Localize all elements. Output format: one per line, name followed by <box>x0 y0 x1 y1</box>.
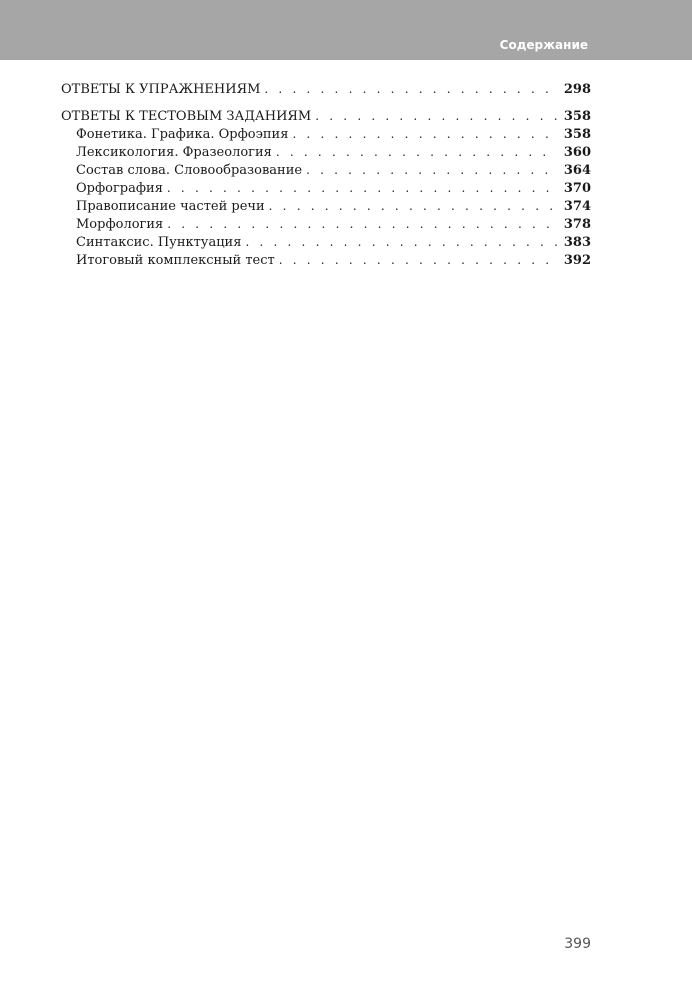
toc-entry-title: Фонетика. Графика. Орфоэпия <box>76 127 289 142</box>
running-header-title: Содержание <box>499 38 588 52</box>
toc-entry-title: ОТВЕТЫ К ТЕСТОВЫМ ЗАДАНИЯМ <box>61 109 312 124</box>
toc-entry-page: 378 <box>563 217 591 232</box>
toc-entry-page: 370 <box>563 181 591 196</box>
toc-entry <box>61 80 591 98</box>
toc-entry-page: 298 <box>563 82 591 97</box>
toc-entry <box>61 233 591 251</box>
toc-entry-page: 360 <box>563 145 591 160</box>
header-band <box>0 0 692 60</box>
toc-leader-dots <box>269 197 557 215</box>
toc-entry <box>61 215 591 233</box>
toc-entry-title: Правописание частей речи <box>76 199 265 214</box>
toc-leader-dots <box>276 143 557 161</box>
toc-leader-dots <box>292 125 557 143</box>
toc-entry <box>61 143 591 161</box>
toc-entry-title: Итоговый комплексный тест <box>76 253 275 268</box>
toc-entry-page: 364 <box>563 163 591 178</box>
toc-entry-page: 383 <box>563 235 591 250</box>
toc-leader-dots <box>306 161 557 179</box>
toc-leader-dots <box>167 215 557 233</box>
toc-leader-dots <box>167 179 557 197</box>
toc-leader-dots <box>264 80 557 98</box>
toc-entry <box>61 197 591 215</box>
toc-entry <box>61 161 591 179</box>
toc-entry <box>61 251 591 269</box>
toc-entry-title: Лексикология. Фразеология <box>76 145 272 160</box>
toc-entry-page: 358 <box>563 109 591 124</box>
toc-entry <box>61 107 591 125</box>
toc-entry <box>61 179 591 197</box>
toc-entry-title: Морфология <box>76 217 164 232</box>
toc-entry-page: 374 <box>563 199 591 214</box>
toc-leader-dots <box>279 251 557 269</box>
toc-entry-title: Орфография <box>76 181 163 196</box>
table-of-contents <box>61 80 591 269</box>
toc-leader-dots <box>315 107 557 125</box>
toc-entry-title: Состав слова. Словообразование <box>76 163 303 178</box>
toc-leader-dots <box>245 233 557 251</box>
toc-entry-page: 358 <box>563 127 591 142</box>
page-number: 399 <box>564 936 591 952</box>
toc-entry-title: ОТВЕТЫ К УПРАЖНЕНИЯМ <box>61 82 261 97</box>
toc-entry <box>61 125 591 143</box>
toc-entry-title: Синтаксис. Пунктуация <box>76 235 242 250</box>
toc-entry-page: 392 <box>563 253 591 268</box>
